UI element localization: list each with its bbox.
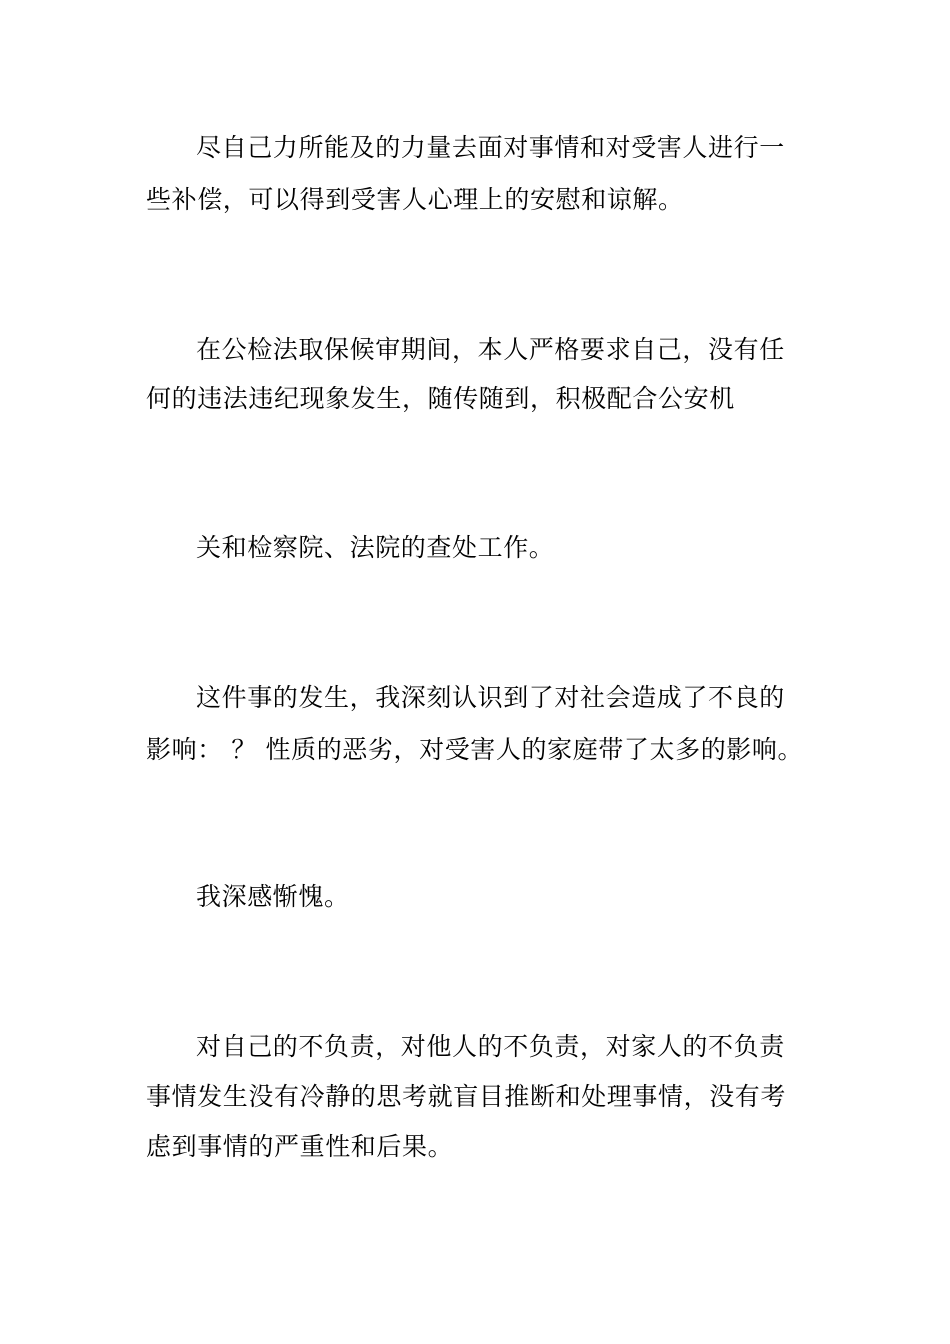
paragraph-line: 些补偿，可以得到受害人心理上的安慰和谅解。 [146, 185, 684, 214]
paragraph-line: 对自己的不负责，对他人的不负责，对家人的不负责 [196, 1032, 785, 1061]
paragraph-line: 关和检察院、法院的查处工作。 [196, 533, 555, 562]
paragraph-line: 事情发生没有冷静的思考就盲目推断和处理事情，没有考 [146, 1082, 787, 1111]
paragraph-line: 何的违法违纪现象发生，随传随到，积极配合公安机 [146, 384, 735, 413]
paragraph-line: 尽自己力所能及的力量去面对事情和对受害人进行一 [196, 133, 785, 162]
paragraph-line: 我深感惭愧。 [196, 882, 350, 911]
paragraph-line: 这件事的发生，我深刻认识到了对社会造成了不良的 [196, 683, 785, 712]
paragraph-line: 影响： ？ 性质的恶劣，对受害人的家庭带了太多的影响。 [146, 735, 804, 764]
paragraph-line: 虑到事情的严重性和后果。 [146, 1132, 454, 1161]
paragraph-line: 在公检法取保候审期间，本人严格要求自己，没有任 [196, 335, 785, 364]
